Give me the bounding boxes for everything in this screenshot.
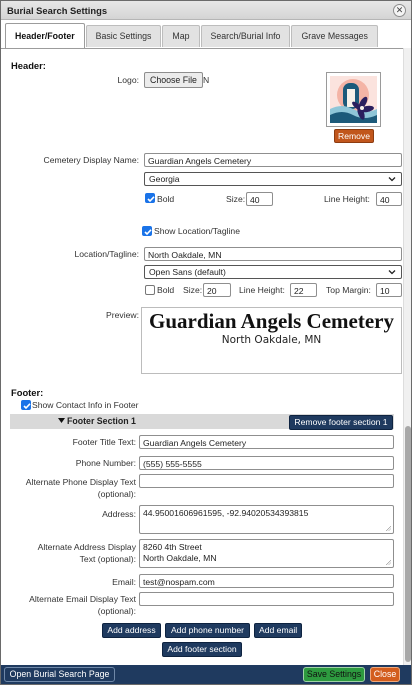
logo-file-text: N <box>203 75 210 85</box>
caret-down-icon <box>58 418 65 424</box>
display-name-bold-label: Bold <box>157 194 175 204</box>
email-label: Email: <box>112 577 136 587</box>
header-preview <box>141 307 402 374</box>
tagline-line-height-input[interactable]: 22 <box>290 283 317 297</box>
alt-address-label-line2: Text (optional): <box>79 554 136 564</box>
alt-email-input[interactable] <box>139 592 394 606</box>
tab-basic-settings[interactable]: Basic Settings <box>86 25 162 47</box>
resize-grip-icon[interactable] <box>385 559 391 565</box>
tagline-top-margin-input[interactable]: 10 <box>376 283 402 297</box>
preview-title: Guardian Angels Cemetery <box>149 309 394 333</box>
tab-search-burial-info[interactable]: Search/Burial Info <box>201 25 291 47</box>
scrollbar-thumb[interactable] <box>405 426 411 662</box>
email-input[interactable]: test@nospam.com <box>139 574 394 588</box>
tab-map[interactable]: Map <box>162 25 199 47</box>
alt-phone-label-line1: Alternate Phone Display Text <box>25 477 136 487</box>
show-location-label: Show Location/Tagline <box>154 226 240 236</box>
footer-section-title-text: Footer Section 1 <box>67 416 136 426</box>
close-icon[interactable]: ✕ <box>393 4 406 17</box>
preview-label: Preview: <box>106 310 139 320</box>
tagline-bold-checkbox[interactable] <box>145 285 155 295</box>
tagline-label: Location/Tagline: <box>74 249 139 259</box>
tab-bar <box>5 23 379 48</box>
settings-panel[interactable] <box>1 48 403 665</box>
tab-header-footer[interactable]: Header/Footer <box>5 23 85 48</box>
chevron-down-icon <box>388 268 396 276</box>
alt-address-line2: North Oakdale, MN <box>143 553 217 563</box>
save-settings-button[interactable]: Save Settings <box>303 667 365 682</box>
show-location-checkbox[interactable] <box>142 226 152 236</box>
display-name-bold-checkbox[interactable] <box>145 193 155 203</box>
alt-phone-input[interactable] <box>139 474 394 488</box>
remove-logo-button[interactable]: Remove <box>334 129 374 143</box>
display-name-font-select[interactable] <box>144 172 402 186</box>
tagline-top-margin-label: Top Margin: <box>326 285 371 295</box>
chevron-down-icon <box>388 175 396 183</box>
alt-phone-label-line2: (optional): <box>97 489 136 499</box>
tab-grave-messages[interactable]: Grave Messages <box>291 25 378 47</box>
logo-image <box>326 72 381 127</box>
alt-address-label-line1: Alternate Address Display <box>37 542 136 552</box>
tagline-line-height-label: Line Height: <box>239 285 285 295</box>
add-phone-number-button[interactable]: Add phone number <box>165 623 250 638</box>
show-contact-label: Show Contact Info in Footer <box>32 400 139 410</box>
display-name-line-height-input[interactable]: 40 <box>376 192 402 206</box>
cemetery-logo-icon <box>327 73 380 126</box>
dialog-title: Burial Search Settings <box>7 5 108 16</box>
alt-address-line1: 8260 4th Street <box>143 542 202 552</box>
resize-grip-icon[interactable] <box>385 525 391 531</box>
add-footer-section-button[interactable]: Add footer section <box>162 642 242 657</box>
alt-email-label-line1: Alternate Email Display Text <box>29 594 136 604</box>
title-bar[interactable] <box>1 1 411 20</box>
display-name-size-input[interactable]: 40 <box>246 192 273 206</box>
add-email-button[interactable]: Add email <box>254 623 302 638</box>
display-name-line-height-label: Line Height: <box>324 194 370 204</box>
add-address-button[interactable]: Add address <box>102 623 161 638</box>
close-button[interactable]: Close <box>370 667 400 682</box>
show-contact-checkbox[interactable] <box>21 400 31 410</box>
open-burial-search-page-button[interactable]: Open Burial Search Page <box>4 667 115 682</box>
remove-footer-section-button[interactable]: Remove footer section 1 <box>289 415 393 430</box>
choose-file-button[interactable]: Choose File <box>144 72 203 88</box>
tagline-size-input[interactable]: 20 <box>203 283 231 297</box>
phone-label: Phone Number: <box>75 458 136 468</box>
footer-title-text-input[interactable]: Guardian Angels Cemetery <box>139 435 394 449</box>
alt-address-textarea[interactable] <box>139 539 394 568</box>
display-name-font-value: Georgia <box>149 174 180 184</box>
address-textarea[interactable] <box>139 505 394 534</box>
checkmark-icon <box>22 401 32 411</box>
display-name-size-label: Size: <box>226 194 246 204</box>
tagline-size-label: Size: <box>183 285 203 295</box>
header-section-title: Header: <box>11 60 46 71</box>
tagline-font-value: Open Sans (default) <box>149 267 226 277</box>
tagline-font-select[interactable] <box>144 265 402 279</box>
footer-section-title: Footer: <box>11 387 44 398</box>
tagline-input[interactable]: North Oakdale, MN <box>144 247 402 261</box>
logo-label: Logo: <box>117 75 139 85</box>
address-text: 44.95001606961595, -92.94020534393815 <box>143 508 309 518</box>
alt-email-label-line2: (optional): <box>97 606 136 616</box>
phone-input[interactable]: (555) 555-5555 <box>139 456 394 470</box>
vertical-scrollbar[interactable] <box>403 48 411 665</box>
footer-title-text-label: Footer Title Text: <box>72 437 136 447</box>
tagline-bold-label: Bold <box>157 285 175 295</box>
preview-subtitle: North Oakdale, MN <box>221 334 322 346</box>
checkmark-icon <box>143 227 153 237</box>
display-name-input[interactable]: Guardian Angels Cemetery <box>144 153 402 167</box>
bottom-action-bar <box>1 665 411 684</box>
checkmark-icon <box>146 194 156 204</box>
display-name-label: Cemetery Display Name: <box>43 155 139 165</box>
address-label: Address: <box>102 509 136 519</box>
